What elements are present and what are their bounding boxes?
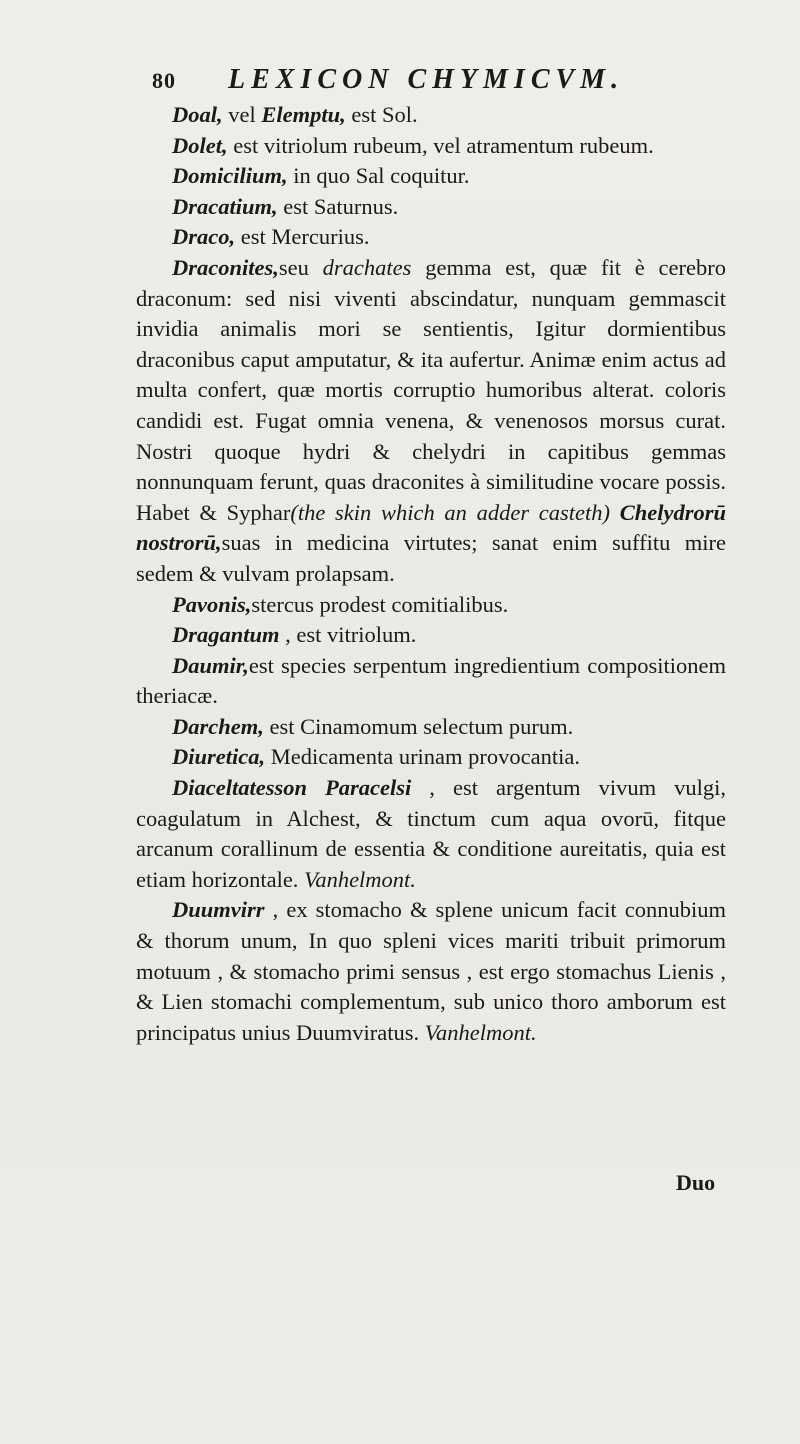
headword-variant: Elemptu, bbox=[261, 102, 346, 127]
author-signature: Vanhelmont. bbox=[419, 1019, 537, 1045]
entry-dracatium bbox=[136, 192, 726, 223]
dictionary-entries bbox=[136, 100, 726, 1048]
page-header bbox=[152, 62, 712, 100]
entry-text: , est vitriolum. bbox=[279, 622, 417, 648]
entry-dolet bbox=[136, 131, 726, 162]
author-signature: Vanhelmont. bbox=[298, 866, 416, 892]
entry-duumvir bbox=[136, 895, 726, 1048]
entry-text: , ex stomacho & splene unicum facit connubium & thorum unum, In quo spleni vices mariti tribuit primorum motuum , & stomacho primi sensus , est ergo stomachus Lienis , & Lien stomachi complementum, sub unico thoro amborum est principatus unius Duumviratus. bbox=[136, 897, 726, 1045]
headword: Dolet, bbox=[172, 132, 228, 158]
entry-text: est Mercurius. bbox=[235, 224, 370, 250]
entry-text: gemma est, quæ fit è cerebro draconum: sed nisi viventi abscindatur, nunquam gemmascit invidia animalis mori se sentientis, Igitur dormientibus draconibus caput amputatur, & ita aufertur. Animæ enim actus ad multa confert, quæ mortis corruptio humoribus alterat. coloris candidi est. Fugat omnia venena, & venenosos morsus curat. Nostri quoque hydri & chelydri in capitibus gemmas nonnunquam ferunt, quas draconites à similitudine vocare possis. Habet & Syphar bbox=[136, 254, 726, 525]
entry-draconites bbox=[136, 253, 726, 590]
entry-doal bbox=[136, 100, 726, 131]
headword: Darchem, bbox=[172, 713, 264, 739]
entry-diaceltatesson bbox=[136, 773, 726, 895]
entry-darchem bbox=[136, 712, 726, 743]
entry-diuretica bbox=[136, 742, 726, 773]
entry-domicilium bbox=[136, 161, 726, 192]
entry-text: , est argentum vivum vulgi, coagulatum in Alchest, & tinctum cum aqua ovorū, fitque arcanum corallinum de essentia & conditione aureitatis, quia est etiam horizontale. bbox=[136, 775, 726, 892]
running-head: LEXICON CHYMICVM. bbox=[228, 64, 625, 95]
entry-text: suas in medicina virtutes; sanat enim suffitu mire sedem & vulvam prolapsam. bbox=[136, 530, 726, 586]
headword-inline: Chelydrorū nostrorū, bbox=[136, 499, 726, 556]
catchword: Duo bbox=[676, 1170, 716, 1195]
headword: Draconites, bbox=[172, 254, 279, 280]
headword: Pavonis, bbox=[172, 591, 252, 617]
english-gloss: (the skin which an adder casteth) bbox=[290, 499, 611, 525]
headword: Daumir, bbox=[172, 652, 249, 678]
page-number: 80 bbox=[152, 68, 176, 93]
entry-daumir bbox=[136, 651, 726, 712]
entry-text: est vitriolum rubeum, vel atramentum rubeum. bbox=[227, 132, 654, 158]
headword: Domicilium, bbox=[172, 163, 288, 189]
headword: Diaceltatesson Paracelsi bbox=[172, 775, 412, 801]
headword: Dracatium, bbox=[172, 193, 278, 219]
entry-text: stercus prodest comitialibus. bbox=[251, 591, 509, 617]
headword: Diuretica, bbox=[172, 744, 266, 770]
entry-text: vel bbox=[222, 102, 262, 127]
entry-text: est Saturnus. bbox=[277, 193, 399, 219]
entry-pavonis bbox=[136, 590, 726, 621]
entry-text: est Sol. bbox=[345, 102, 418, 127]
headword-variant: drachates bbox=[322, 254, 412, 280]
headword: Doal, bbox=[172, 102, 223, 127]
entry-draco bbox=[136, 222, 726, 253]
entry-text: Medicamenta urinam provocantia. bbox=[265, 744, 581, 770]
headword: Dragantum bbox=[172, 622, 280, 648]
entry-text: est Cinamomum selectum purum. bbox=[263, 713, 574, 739]
entry-dragantum bbox=[136, 620, 726, 651]
headword: Duumvirr bbox=[172, 897, 265, 923]
entry-text: est species serpentum ingredientium compositionem theriacæ. bbox=[136, 652, 726, 709]
headword: Draco, bbox=[172, 224, 236, 250]
entry-text: in quo Sal coquitur. bbox=[287, 163, 470, 189]
entry-text: seu bbox=[278, 254, 323, 280]
